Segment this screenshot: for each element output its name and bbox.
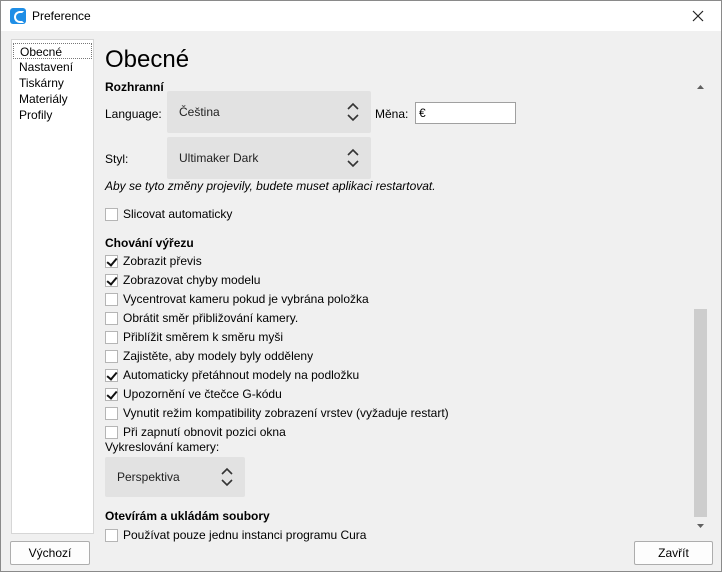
up-down-chevron-icon <box>347 147 359 169</box>
checkbox[interactable] <box>105 350 118 363</box>
interface-heading: Rozhranní <box>105 80 164 94</box>
triangle-up-icon <box>697 85 704 89</box>
viewport-option-checkbox[interactable] <box>105 329 283 345</box>
sidebar-item-materials[interactable]: Materiály <box>19 92 68 106</box>
viewport-option-checkbox[interactable] <box>105 310 298 326</box>
checkbox[interactable] <box>105 274 118 287</box>
viewport-heading: Chování výřezu <box>105 236 194 250</box>
camera-render-label: Vykreslování kamery: <box>105 440 220 454</box>
checkbox[interactable] <box>105 312 118 325</box>
checkbox[interactable] <box>105 407 118 420</box>
checkbox-label: Obrátit směr přibližování kamery. <box>123 311 299 325</box>
checkbox[interactable] <box>105 369 118 382</box>
viewport-option-checkbox[interactable] <box>105 291 369 307</box>
checkbox-label: Upozornění ve čtečce G-kódu <box>123 387 282 401</box>
up-down-chevron-icon <box>347 101 359 123</box>
checkbox-label: Při zapnutí obnovit pozici okna <box>123 425 286 439</box>
restart-note: Aby se tyto změny projevily, budete muset aplikaci restartovat. <box>105 179 436 193</box>
cura-app-icon <box>10 8 26 24</box>
style-label: Styl: <box>105 152 129 166</box>
defaults-button[interactable]: Výchozí <box>10 541 90 565</box>
checkbox-label: Vycentrovat kameru pokud je vybrána položka <box>123 292 369 306</box>
checkbox[interactable] <box>105 255 118 268</box>
scroll-up-button[interactable] <box>693 81 708 93</box>
sidebar-item-general[interactable]: Obecné <box>13 43 92 59</box>
currency-input[interactable]: € <box>415 102 516 124</box>
checkbox-label: Používat pouze jednu instanci programu Cura <box>123 528 367 542</box>
checkbox-label: Zobrazit převis <box>123 254 202 268</box>
style-value: Ultimaker Dark <box>179 151 259 165</box>
sidebar-item-printers[interactable]: Tiskárny <box>19 76 64 90</box>
main-panel <box>105 39 695 542</box>
checkbox[interactable] <box>105 208 118 221</box>
sidebar-item-settings[interactable]: Nastavení <box>19 60 74 74</box>
language-select[interactable] <box>167 91 371 133</box>
viewport-option-checkbox[interactable] <box>105 405 449 421</box>
triangle-down-icon <box>697 524 704 528</box>
checkbox[interactable] <box>105 293 118 306</box>
checkbox-label: Zajistěte, aby modely byly odděleny <box>123 349 314 363</box>
scrollbar-thumb[interactable] <box>694 309 707 517</box>
page-title: Obecné <box>105 46 190 73</box>
viewport-option-checkbox[interactable] <box>105 424 286 440</box>
checkbox[interactable] <box>105 388 118 401</box>
checkbox[interactable] <box>105 529 118 542</box>
viewport-option-checkbox[interactable] <box>105 253 202 269</box>
close-button[interactable]: Zavřít <box>634 541 713 565</box>
camera-render-select[interactable] <box>105 457 245 497</box>
checkbox-label: Zobrazovat chyby modelu <box>123 273 261 287</box>
vertical-scrollbar[interactable] <box>693 79 708 534</box>
viewport-option-checkbox[interactable] <box>105 272 260 288</box>
auto-slice-checkbox[interactable] <box>105 206 232 222</box>
viewport-option-checkbox[interactable] <box>105 367 359 383</box>
scroll-down-button[interactable] <box>693 520 708 532</box>
title-bar <box>1 1 721 31</box>
checkbox-label: Přiblížit směrem k směru myši <box>123 330 284 344</box>
checkbox[interactable] <box>105 426 118 439</box>
language-value: Čeština <box>179 105 220 119</box>
checkbox[interactable] <box>105 331 118 344</box>
currency-label: Měna: <box>375 107 409 121</box>
close-icon <box>692 10 704 22</box>
sidebar-item-profiles[interactable]: Profily <box>19 108 53 122</box>
language-label: Language: <box>105 107 162 121</box>
single-instance-checkbox[interactable] <box>105 527 366 543</box>
checkbox-label: Vynutit režim kompatibility zobrazení vrstev (vyžaduje restart) <box>123 406 449 420</box>
style-select[interactable] <box>167 137 371 179</box>
viewport-option-checkbox[interactable] <box>105 348 313 364</box>
checkbox-label: Automaticky přetáhnout modely na podložku <box>123 368 360 382</box>
checkbox-label: Slicovat automaticky <box>123 207 233 221</box>
close-window-button[interactable] <box>675 1 721 31</box>
viewport-option-checkbox[interactable] <box>105 386 282 402</box>
window-title: Preference <box>32 9 91 23</box>
up-down-chevron-icon <box>221 466 233 488</box>
sidebar <box>11 39 94 534</box>
camera-render-value: Perspektiva <box>117 470 180 484</box>
files-heading: Otevírám a ukládám soubory <box>105 509 270 523</box>
